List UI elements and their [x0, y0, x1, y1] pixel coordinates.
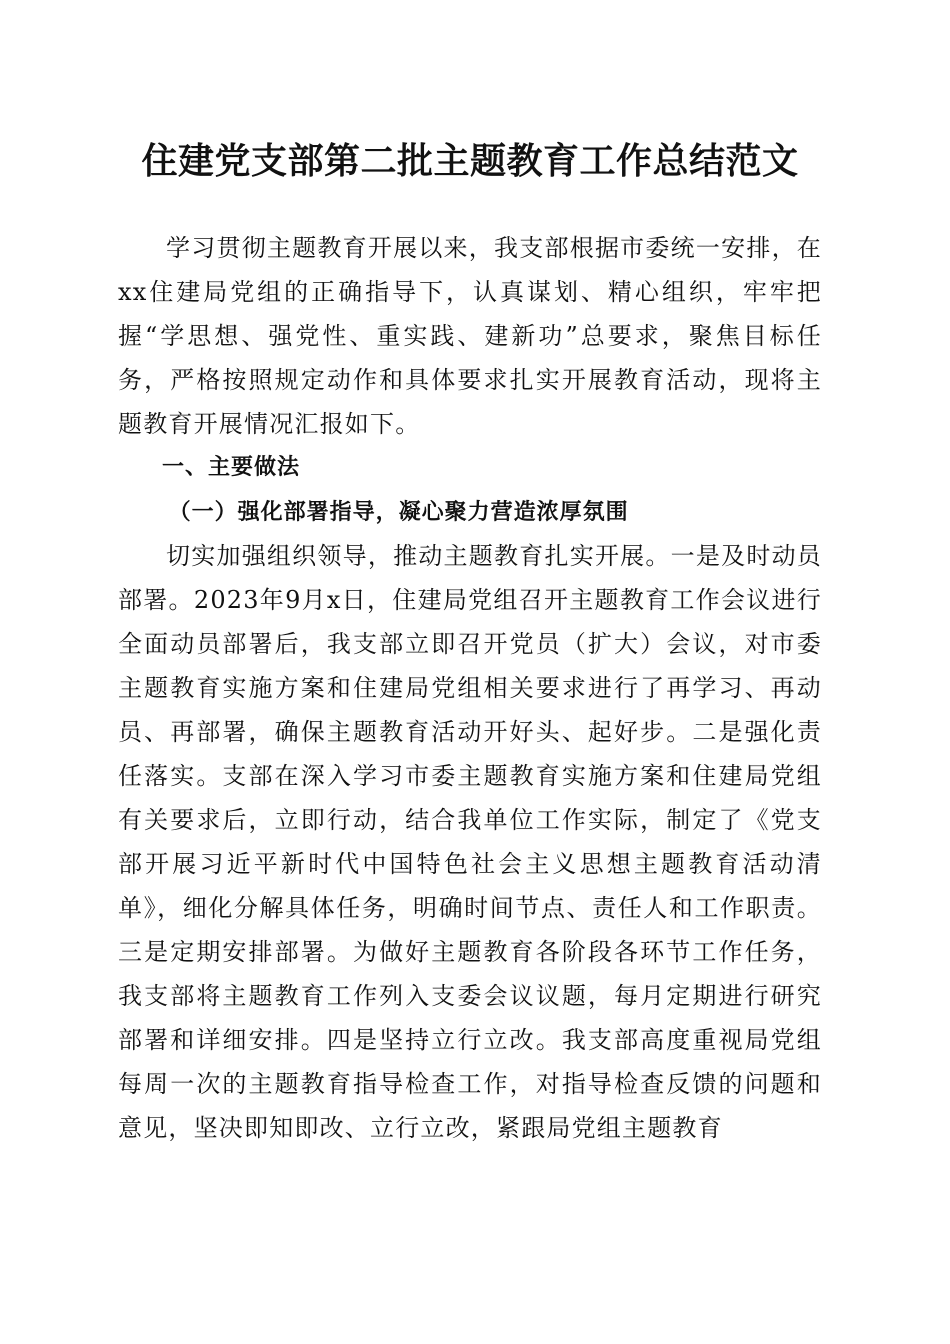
subsection-heading: （一）强化部署指导，凝心聚力营造浓厚氛围: [168, 499, 629, 525]
section-heading: 一、主要做法: [162, 455, 301, 480]
body-paragraph: 切实加强组织领导，推动主题教育扎实开展。一是及时动员部署。2023年9月x日，住建局党组召开主题教育工作会议进行全面动员部署后，我支部立即召开党员（扩大）会议，对市委主题教育实施方案和住建局党组相关要求进行了再学习、再动员、再部署，确保主题教育活动开好头、起好步。二是强化责任落实。支部在深入学习市委主题教育实施方案和住建局党组有关要求后，立即行动，结合我单位工作实际，制定了《党支部开展习近平新时代中国特色社会主义思想主题教育活动清单》，细化分解具体任务，明确时间节点、责任人和工作职责。三是定期安排部署。为做好主题教育各阶段各环节工作任务，我支部将主题教育工作列入支委会议议题，每月定期进行研究部署和详细安排。四是坚持立行立改。我支部高度重视局党组每周一次的主题教育指导检查工作，对指导检查反馈的问题和意见，坚决即知即改、立行立改，紧跟局党组主题教育: [118, 542, 822, 1142]
intro-paragraph: 学习贯彻主题教育开展以来，我支部根据市委统一安排，在xx住建局党组的正确指导下，认真谋划、精心组织，牢牢把握“学思想、强党性、重实践、建新功”总要求，聚焦目标任务，严格按照规定动作和具体要求扎实开展教育活动，现将主题教育开展情况汇报如下。: [118, 234, 822, 438]
document-title: 住建党支部第二批主题教育工作总结范文: [141, 140, 799, 182]
